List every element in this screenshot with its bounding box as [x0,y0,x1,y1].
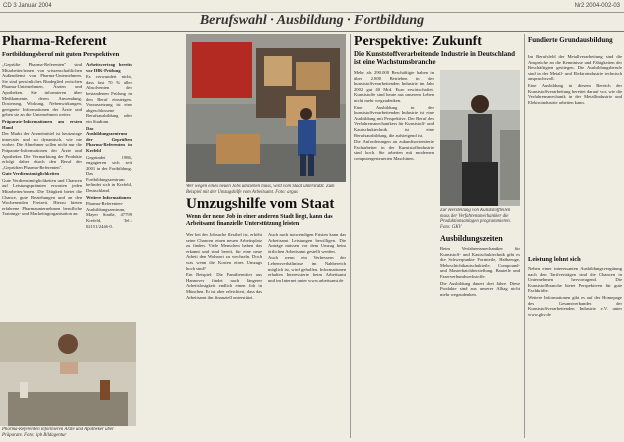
performance-subhead: Leistung lohnt sich [528,256,581,263]
pharma-para-1: „Geprüfte Pharma-Referenten" sind Mitarbeiter/innen von wissenschaftlichen Außendienst von Pharma-Unternehmen. Sie sind persönliches Bindeglied zwischen Pharma-Unternehmen, Ärzten und Apotheken. Sie informieren über Medikamente, deren Anwendung, Dosierung, Wirkung, Nebenwirkungen, geeignete Informationen der Ärzte und geben sie an die Unternehmen weiter. [2,62,82,118]
pharma-photo [0,322,136,426]
future-body-col2 [440,246,520,438]
pharma-para-3: Gute Verdienstmöglichkeiten und Chancen auf Leistungsprämien erwarten jeden Mitarbeiter/innen. Die Tätigkeit bietet die Chance, gute Beziehungen und an den Wochenenden Freizeit. Hierzu bieten erfahrene Pharmaunternehmen berufliche Trainings- und Marketingorganisation an. [2,177,82,217]
page-header [0,0,624,13]
pharma-para-2: Der Markt der Arzneimittel ist heutzutage innovativ und so dynamisch, wie nie vorher. Die Abnehmer sollen nicht nur die Präparate-Informationen der Ärzte und Apotheker. Die Vermarktung der Produkte erfolgt daher durch den Beruf der „Geprüften Pharma-Referenten". [2,131,82,170]
basic-para-4: Weitere Informationen gibt es auf der Homepage des Gesamtverbandes der Kunststoffverarbeitenden Industrie e.V. unter www.gkv.de [528,294,622,317]
moving-subtitle: Wenn der neue Job in einer anderen Stadt liegt, kann das Arbeitsamt finanzielle Unterstützung leisten [186,214,333,227]
col2-para-2: Gegründet 1986, engagieren sich seit 2001 in der Fortbildung. Das Fortbildungszentrum befindet sich in Krefeld, Deutschland. [86,154,132,194]
moving-body-col1 [186,232,262,438]
section-kicker: Berufswahl · Ausbildung · Fortbildung [0,13,624,32]
moving-photo [186,34,346,182]
basic-training-title: Fundierte Grundausbildung [528,36,613,44]
future-subhead: Ausbildungszeiten [440,234,503,243]
factory-photo [440,70,520,206]
col2-subhead-2: Das Ausbildungszentrum der Geprüften Pharma-Referenten in Krefeld [86,125,132,153]
pharma-subhead-1: Präparate-Informationen am ersten Hand [2,118,82,130]
pharma-subtitle: Fortbildungsberuf mit guten Perspektiven [2,51,120,58]
col2-subhead-1: Arbeitsvertrag bereits vor IHK-Prüfung [86,62,132,73]
col2-subhead-3: Weitere Informationen [86,194,131,200]
future-title: Perspektive: Zukunft [354,34,482,49]
basic-training-body [528,54,622,254]
column-divider [350,34,351,438]
basic-para-2: Eine Ausbildung in diesem Bereich der Kunststoffverarbeitung bereitet darauf vor, wie die Verfahrensmechanik in der Metallindustrie und Elektroindustrie arbeiten kann. [528,82,622,105]
column-divider-right [524,34,525,438]
moving-para-4: Auch wenn ein Verbessern der Lebensverhältnisse im Nahbereich möglich ist, wird geholfen. Informationen erhalten Interessierte beim Arbeitsamt und im Internet unter www.arbeitsamt.de [268,255,346,283]
basic-para-1: Im Berufsfeld der Metallverarbeitung sind die Ansprüche an die Kenntnisse und Fähigkeiten der Beschäftigten gestiegen. Die Ausbildungsberufe sind in der Metall- und Elektroindustrie technisch anspruchsvoll. [528,54,622,82]
factory-caption: Zur Herstellung von Kunststoffteilen muss der Verfahrensmechaniker die Produktionsanlagen programmieren. Foto: GKV [440,208,511,230]
col2-para-1: Es verwundert nicht, dass fast 70 % aller Absolventen der bestandenen Prüfung in den Beruf einsteigen. Voraussetzung ist eine abgeschlossene Berufsausbildung oder ein Studium. [86,74,132,124]
future-para-1: Mehr als 290.000 Beschäftigte haben in über 2.800 Betrieben in der kunststoffverarbeitenden Industrie im Jahr 2002 gut 40 Mrd. Euro erwirtschaftet. Kunststoffe sind heute aus unserem Leben nicht mehr wegzudenken. [354,70,434,103]
pharma-caption: Pharma-Referenten informieren Ärzte und Apotheker über Präparate. Foto: ipb Bildagentur [2,427,114,438]
moving-para-1: Wer bei der Jobsuche flexibel ist, erhöht seine Chancen einen neuen Arbeitsplatz zu finden. Viele Menschen haben das erkannt und sind bereit, für eine neue Arbeit den Wohnort zu wechseln. Doch was wenn die Kosten eines Umzugs hoch sind? [186,232,262,271]
moving-para-3: Auch nach notwendigen Fristen kann das Arbeitsamt Leistungen bewilligen. Die Anträge müssen vor dem Umzug beim örtlichen Arbeitsamt gestellt werden. [268,232,346,254]
col2-para-3: Pharma-Referenten-Ausbildungszentrum, Mayer Straße, 47799 Krefeld, Tel.: 02151/2446-0. [86,201,132,229]
moving-body-col2 [268,232,346,438]
future-para-4: Beim Verfahrensmechaniker für Kunststoff- und Kautschuktechnik gibt es die Schwerpunkte Formteile, Halbzeuge, Mehrschichtkautschukteile, Compound- und Masterbatchherstellung, Bauteile und Faserverbundwerkstoffe. [440,246,520,279]
future-body-col1 [354,70,434,438]
future-subtitle: Die Kunststoffverarbeitende Industrie in Deutschland ist eine Wachstumsbranche [354,50,516,66]
pharma-subhead-2: Gute Verdienstmöglichkeiten [2,171,60,177]
pharma-title: Pharma-Referent [2,34,107,49]
moving-para-2: Ein Beispiel: Die Familienväter aus Hannover findet nach längerer Arbeitslosigkeit endlich einen Job in München. Er ist aber erleichtert, dass das Arbeitsamt ihn finanziell unterstützt. [186,272,262,300]
moving-caption: Wer wegen eines neuen Jobs umziehen muss, wird vom Staat unterstützt. Zum Beispiel mit der Umzugshilfe vom Arbeitsamt. Foto: argus [186,184,335,195]
header-issue: Nr2 2004-002-03 [574,3,620,9]
header-date: CD 3 Januar 2004 [3,3,52,9]
basic-para-3: Neben einer interessanten Ausbildungsvergütung nach den Tarifverträgen sind die Chancen in Unternehmen hervorragend. Die Kunststoffbranche bietet Perspektiven für gute Fachkräfte. [528,266,622,294]
pharma-body-col2 [86,62,132,320]
future-para-5: Die Ausbildung dauert drei Jahre. Diese Produkte sind aus unserer Alltag nicht mehr wegzudenken. [440,280,520,297]
future-para-2: Eine Ausbildung in der kunststoffverarbeitenden Industrie ist eine Ausbildung mit Perspektive. Der Beruf des Verfahrensmechanikers für Kunststoff- und Kautschuktechnik ist eine Berufsausbildung, die aufsteigend ist. [354,104,434,138]
future-para-3: Die Anforderungen an zukunftsorientierte Facharbeiter in der Kunststoffindustrie sind hoch. Sie arbeiten mit modernen computergesteuerten Maschinen. [354,139,434,161]
performance-body [528,266,622,438]
pharma-body [2,62,82,320]
moving-title: Umzugshilfe vom Staat [186,196,335,212]
